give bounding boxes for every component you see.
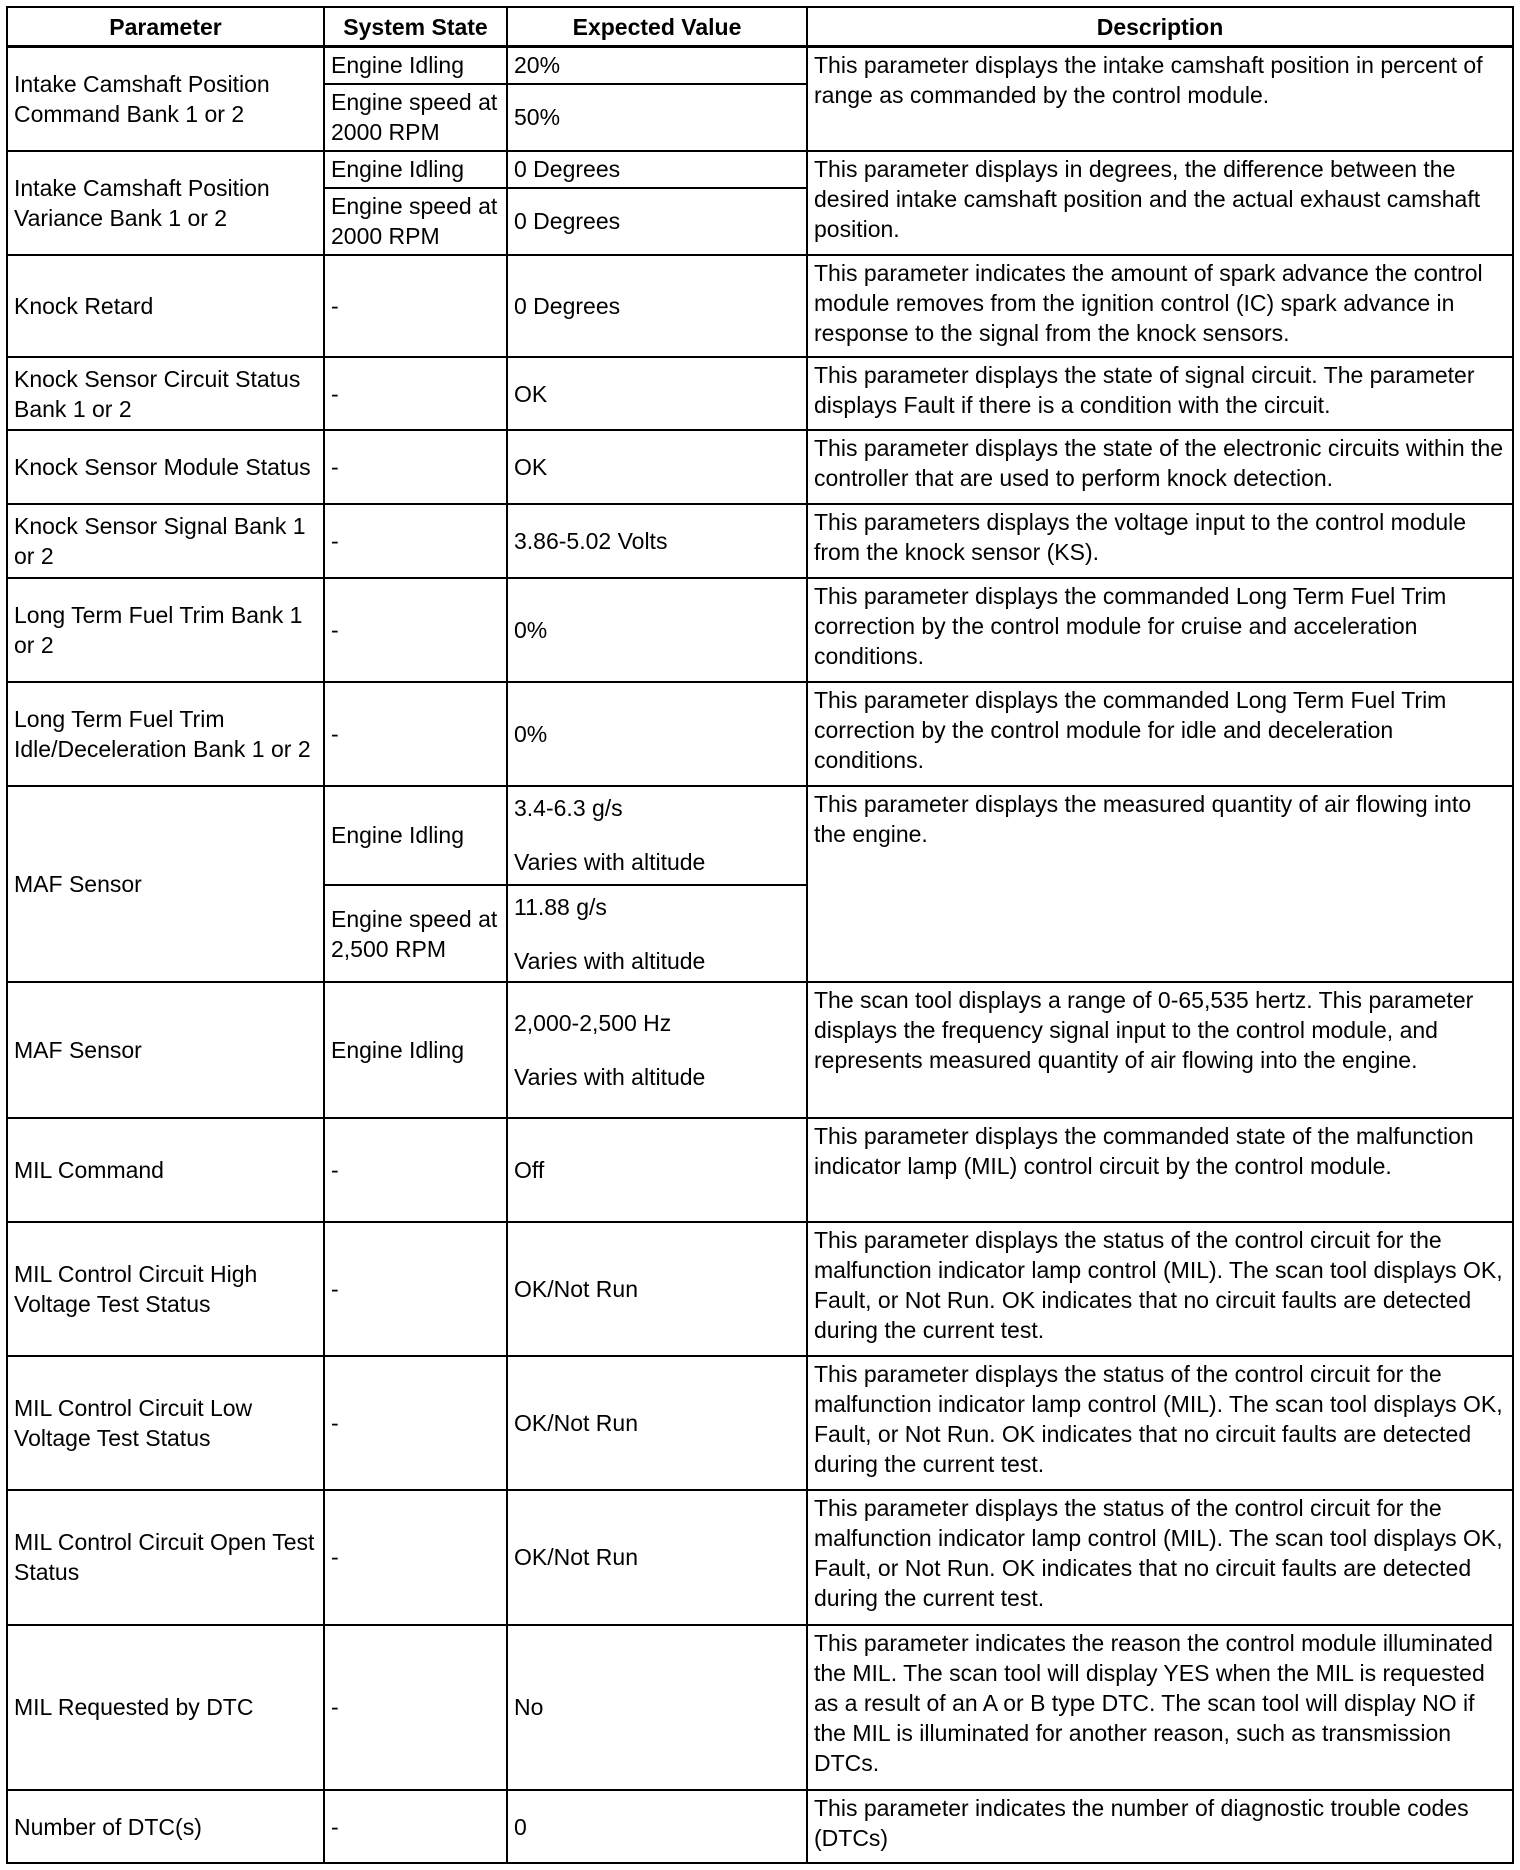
cell-parameter: Knock Sensor Circuit Status Bank 1 or 2 [7,357,324,430]
cell-description: This parameter displays the status of the control circuit for the malfunction indicator lamp control (MIL). The scan tool displays OK, Fault, or Not Run. OK indicates that no circuit faults are detected during the current test. [807,1356,1513,1490]
cell-system-state: - [324,357,507,430]
header-system-state: System State [324,7,507,47]
cell-parameter: MAF Sensor [7,786,324,983]
cell-expected-value: No [507,1625,807,1791]
cell-system-state: - [324,430,507,504]
cell-system-state: - [324,578,507,682]
cell-description: This parameter displays the intake camshaft position in percent of range as commanded by the control module. [807,47,1513,151]
cell-expected-value [507,982,807,1117]
cell-description: This parameter displays in degrees, the difference between the desired intake camshaft position and the actual exhaust camshaft position. [807,151,1513,255]
cell-system-state: - [324,1356,507,1490]
cell-expected-value [507,786,807,885]
table-header-row [7,7,1513,47]
cell-parameter: Long Term Fuel Trim Idle/Deceleration Bank 1 or 2 [7,682,324,786]
cell-system-state: - [324,682,507,786]
cell-description: This parameter displays the commanded Long Term Fuel Trim correction by the control module for cruise and acceleration conditions. [807,578,1513,682]
expected-value-main: 2,000-2,500 Hz [514,1010,672,1037]
cell-parameter: MIL Requested by DTC [7,1625,324,1791]
cell-system-state: - [324,255,507,358]
cell-expected-value: OK [507,430,807,504]
expected-value-note: Varies with altitude [514,1064,706,1091]
cell-parameter: Intake Camshaft Position Command Bank 1 or 2 [7,47,324,151]
parameter-table [6,6,1514,1864]
cell-parameter: Number of DTC(s) [7,1790,324,1863]
cell-expected-value: 0 Degrees [507,151,807,188]
cell-expected-value: 0 Degrees [507,188,807,255]
cell-expected-value: 0% [507,682,807,786]
cell-description: This parameter indicates the number of diagnostic trouble codes (DTCs) [807,1790,1513,1863]
cell-parameter: Knock Sensor Signal Bank 1 or 2 [7,504,324,578]
table-row [7,430,1513,504]
table-row [7,786,1513,885]
cell-system-state: Engine Idling [324,786,507,885]
table-row [7,682,1513,786]
table-row [7,47,1513,84]
cell-description: This parameter indicates the reason the control module illuminated the MIL. The scan tool will display YES when the MIL is requested as a result of an A or B type DTC. The scan tool will display NO if the MIL is illuminated for another reason, such as transmission DTCs. [807,1625,1513,1791]
cell-system-state: Engine speed at 2,500 RPM [324,885,507,983]
cell-parameter: Knock Sensor Module Status [7,430,324,504]
table-row [7,1625,1513,1791]
cell-description: This parameters displays the voltage input to the control module from the knock sensor (KS). [807,504,1513,578]
table-row [7,504,1513,578]
table-row [7,151,1513,188]
cell-system-state: - [324,1490,507,1624]
cell-expected-value: OK/Not Run [507,1490,807,1624]
cell-description: This parameter displays the commanded Long Term Fuel Trim correction by the control module for idle and deceleration conditions. [807,682,1513,786]
table-row [7,1790,1513,1863]
cell-expected-value: 0 Degrees [507,255,807,358]
cell-parameter: MIL Control Circuit Low Voltage Test Status [7,1356,324,1490]
table-row [7,357,1513,430]
cell-description: This parameter displays the status of the control circuit for the malfunction indicator lamp control (MIL). The scan tool displays OK, Fault, or Not Run. OK indicates that no circuit faults are detected during the current test. [807,1222,1513,1356]
cell-description: This parameter displays the state of the electronic circuits within the controller that are used to perform knock detection. [807,430,1513,504]
cell-system-state: - [324,1118,507,1222]
table-row [7,1118,1513,1222]
table-row [7,1490,1513,1624]
cell-expected-value: 50% [507,84,807,151]
expected-value-note: Varies with altitude [514,849,706,876]
cell-expected-value [507,885,807,983]
cell-system-state: - [324,1625,507,1791]
cell-expected-value: OK/Not Run [507,1222,807,1356]
cell-system-state: Engine speed at 2000 RPM [324,84,507,151]
cell-expected-value: Off [507,1118,807,1222]
header-expected-value: Expected Value [507,7,807,47]
cell-system-state: Engine Idling [324,151,507,188]
cell-expected-value: OK [507,357,807,430]
cell-description: The scan tool displays a range of 0-65,535 hertz. This parameter displays the frequency signal input to the control module, and represents measured quantity of air flowing into the engine. [807,982,1513,1117]
cell-system-state: - [324,1790,507,1863]
cell-system-state: - [324,1222,507,1356]
cell-description: This parameter indicates the amount of spark advance the control module removes from the ignition control (IC) spark advance in response to the signal from the knock sensors. [807,255,1513,358]
expected-value-main: 3.4-6.3 g/s [514,795,623,822]
cell-parameter: MIL Control Circuit Open Test Status [7,1490,324,1624]
cell-description: This parameter displays the state of signal circuit. The parameter displays Fault if there is a condition with the circuit. [807,357,1513,430]
cell-parameter: Long Term Fuel Trim Bank 1 or 2 [7,578,324,682]
cell-system-state: Engine speed at 2000 RPM [324,188,507,255]
table-row [7,982,1513,1117]
header-parameter: Parameter [7,7,324,47]
cell-expected-value: 3.86-5.02 Volts [507,504,807,578]
cell-system-state: - [324,504,507,578]
cell-description: This parameter displays the measured quantity of air flowing into the engine. [807,786,1513,983]
cell-expected-value: OK/Not Run [507,1356,807,1490]
cell-parameter: MIL Command [7,1118,324,1222]
cell-system-state: Engine Idling [324,47,507,84]
cell-parameter: MIL Control Circuit High Voltage Test Status [7,1222,324,1356]
cell-description: This parameter displays the commanded state of the malfunction indicator lamp (MIL) control circuit by the control module. [807,1118,1513,1222]
table-row [7,578,1513,682]
cell-description: This parameter displays the status of the control circuit for the malfunction indicator lamp control (MIL). The scan tool displays OK, Fault, or Not Run. OK indicates that no circuit faults are detected during the current test. [807,1490,1513,1624]
cell-system-state: Engine Idling [324,982,507,1117]
header-description: Description [807,7,1513,47]
cell-parameter: Intake Camshaft Position Variance Bank 1 or 2 [7,151,324,255]
cell-parameter: Knock Retard [7,255,324,358]
table-row [7,1222,1513,1356]
table-row [7,255,1513,358]
cell-expected-value: 0 [507,1790,807,1863]
cell-expected-value: 0% [507,578,807,682]
expected-value-main: 11.88 g/s [514,893,607,920]
cell-parameter: MAF Sensor [7,982,324,1117]
cell-expected-value: 20% [507,47,807,84]
table-row [7,1356,1513,1490]
expected-value-note: Varies with altitude [514,947,706,974]
